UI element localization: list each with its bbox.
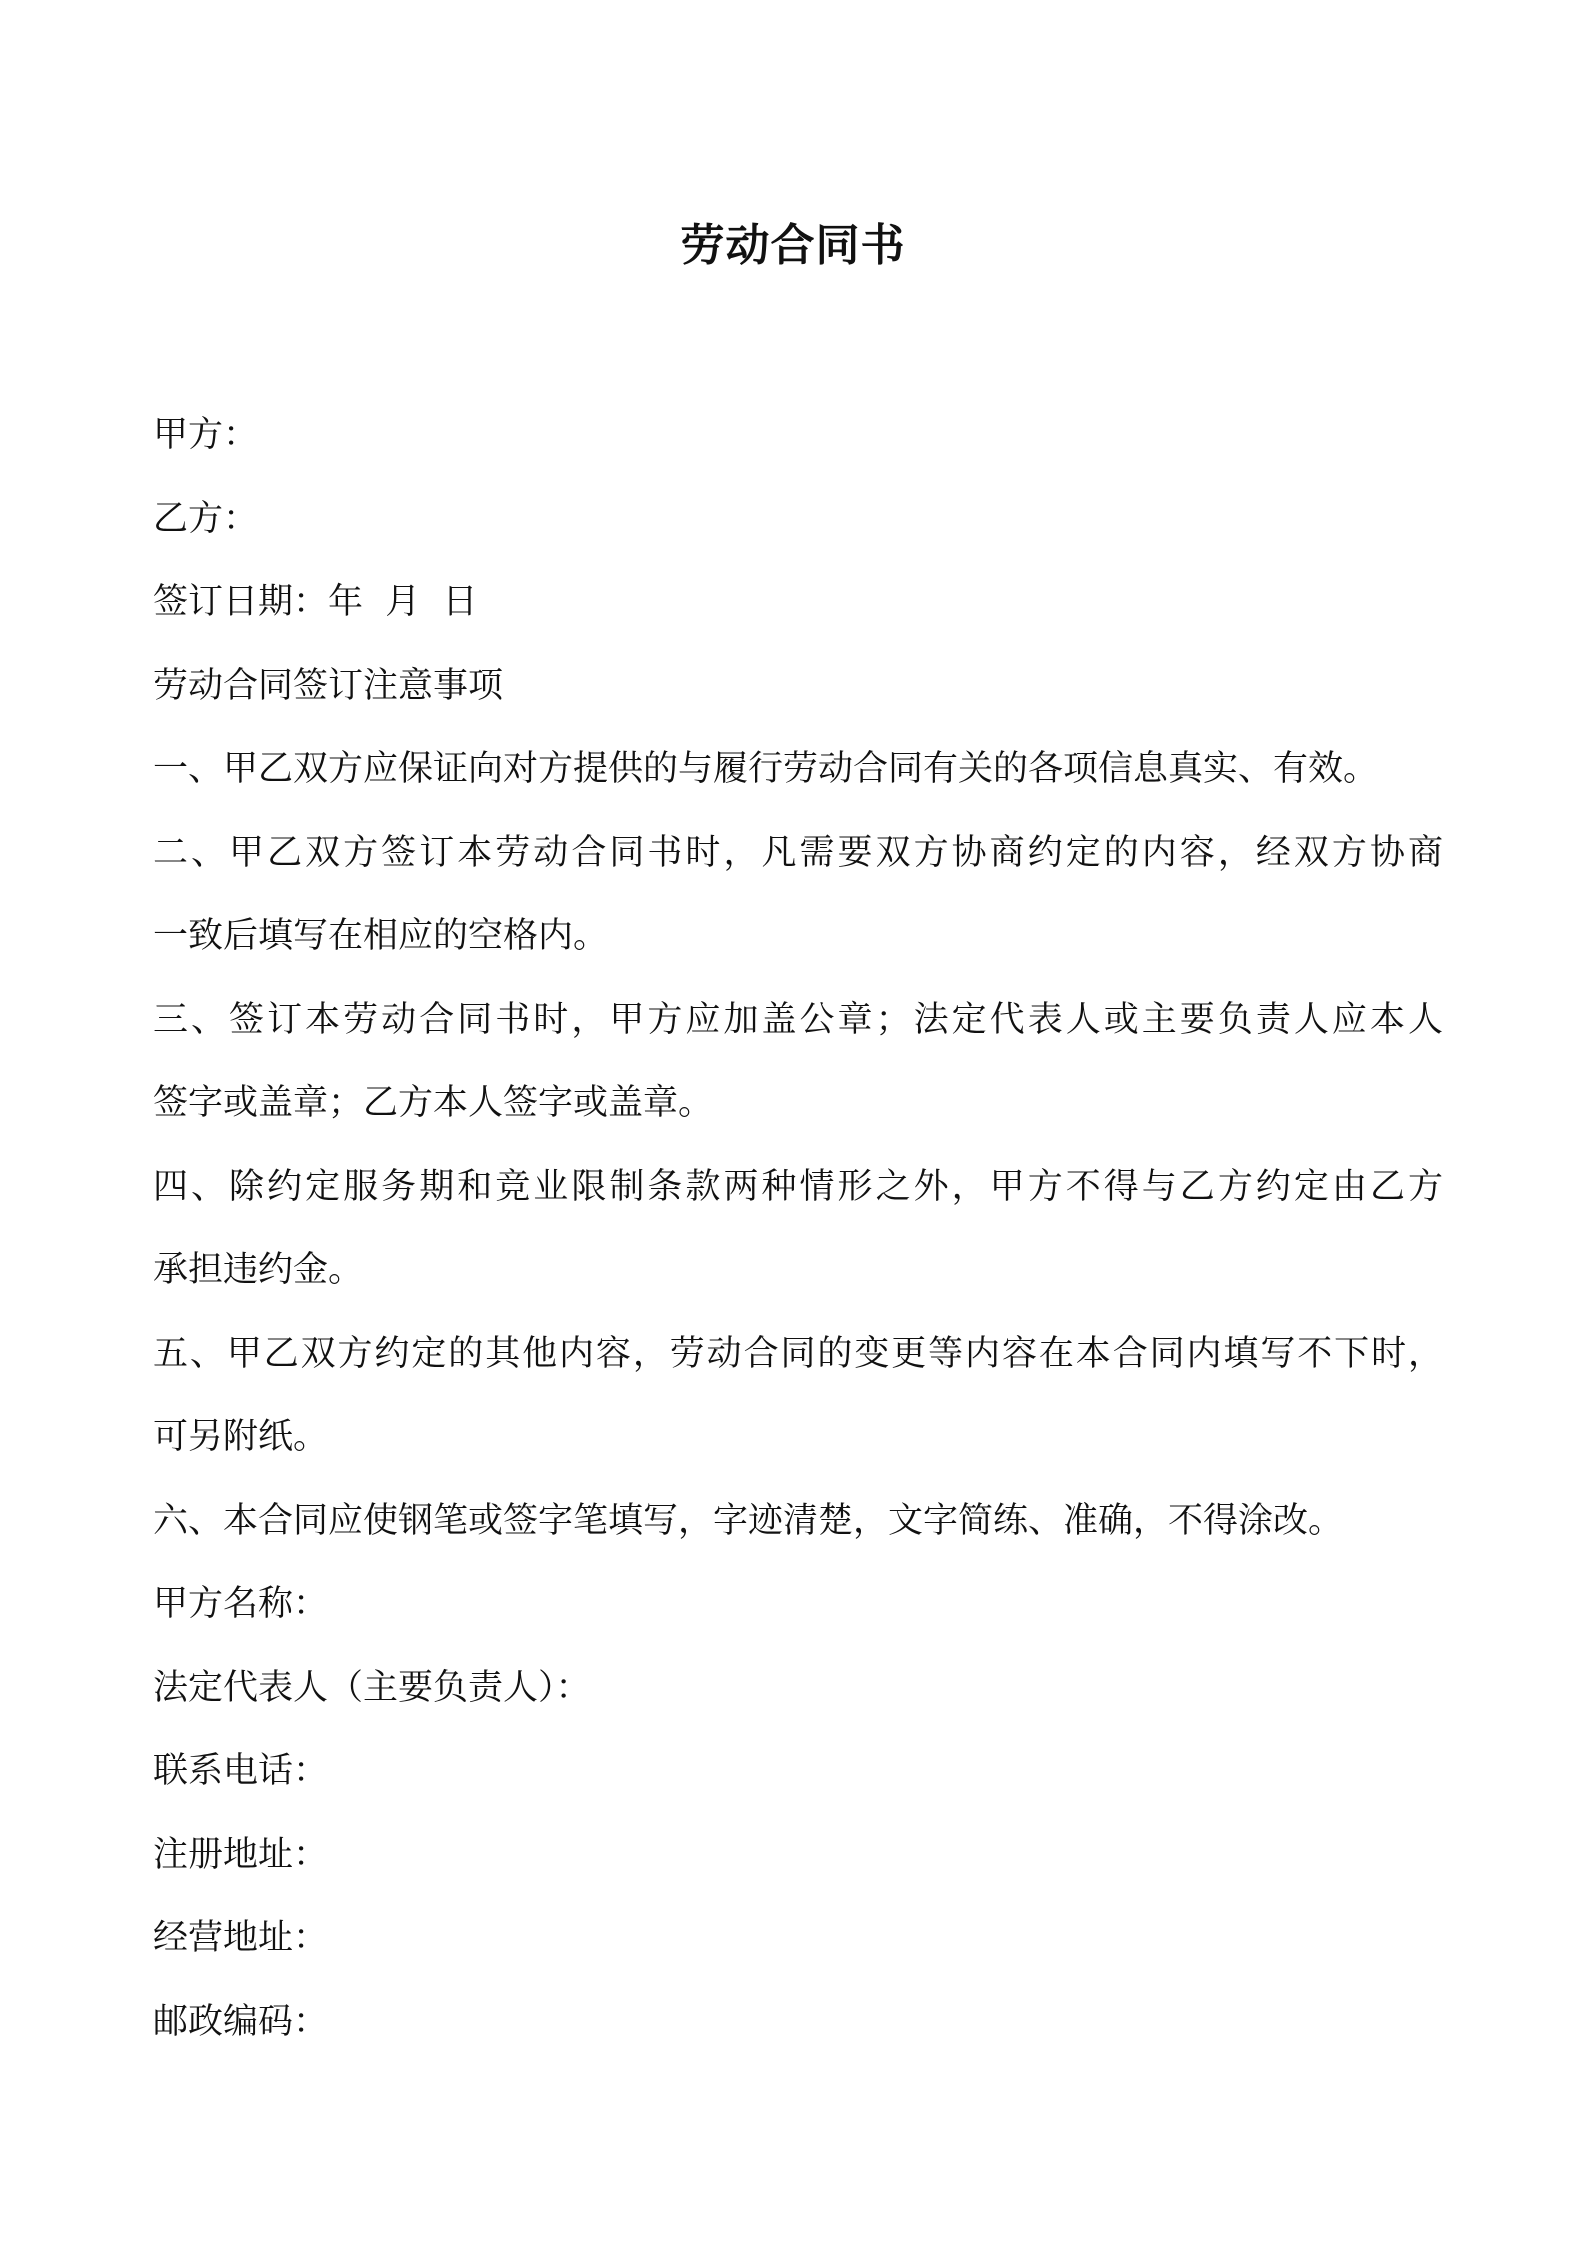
business-address-field: 经营地址： <box>153 1918 329 1958</box>
note-line-3: 一致后填写在相应的空格内。 <box>153 916 609 956</box>
phone-field: 联系电话： <box>153 1751 329 1791</box>
note-line-2: 二、甲乙双方签订本劳动合同书时，凡需要双方协商约定的内容，经双方协商 <box>153 832 1443 873</box>
sign-date-label: 签订日期：年 月 日 <box>153 582 478 622</box>
note-line-6: 四、除约定服务期和竞业限制条款两种情形之外，甲方不得与乙方约定由乙方 <box>153 1166 1443 1207</box>
note-line-1: 一、甲乙双方应保证向对方提供的与履行劳动合同有关的各项信息真实、有效。 <box>153 749 1379 789</box>
note-line-9: 可另附纸。 <box>153 1417 329 1457</box>
note-line-7: 承担违约金。 <box>153 1250 364 1290</box>
legal-representative-field: 法定代表人（主要负责人）： <box>153 1667 591 1708</box>
document-body <box>153 406 1443 2076</box>
note-line-5: 签字或盖章；乙方本人签字或盖章。 <box>153 1083 714 1123</box>
note-line-4: 三、签订本劳动合同书时，甲方应加盖公章；法定代表人或主要负责人应本人 <box>153 999 1443 1040</box>
registered-address-field: 注册地址： <box>153 1834 329 1875</box>
note-line-8: 五、甲乙双方约定的其他内容，劳动合同的变更等内容在本合同内填写不下时， <box>153 1333 1443 1374</box>
party-a-label: 甲方： <box>153 415 259 455</box>
note-line-10: 六、本合同应使钢笔或签字笔填写，字迹清楚，文字简练、准确，不得涂改。 <box>153 1500 1344 1541</box>
party-b-label: 乙方： <box>153 498 259 539</box>
postal-code-field: 邮政编码： <box>153 2001 329 2042</box>
notes-heading: 劳动合同签订注意事项 <box>153 665 504 706</box>
party-a-name-field: 甲方名称： <box>153 1584 329 1624</box>
document-title: 劳动合同书 <box>680 220 906 271</box>
